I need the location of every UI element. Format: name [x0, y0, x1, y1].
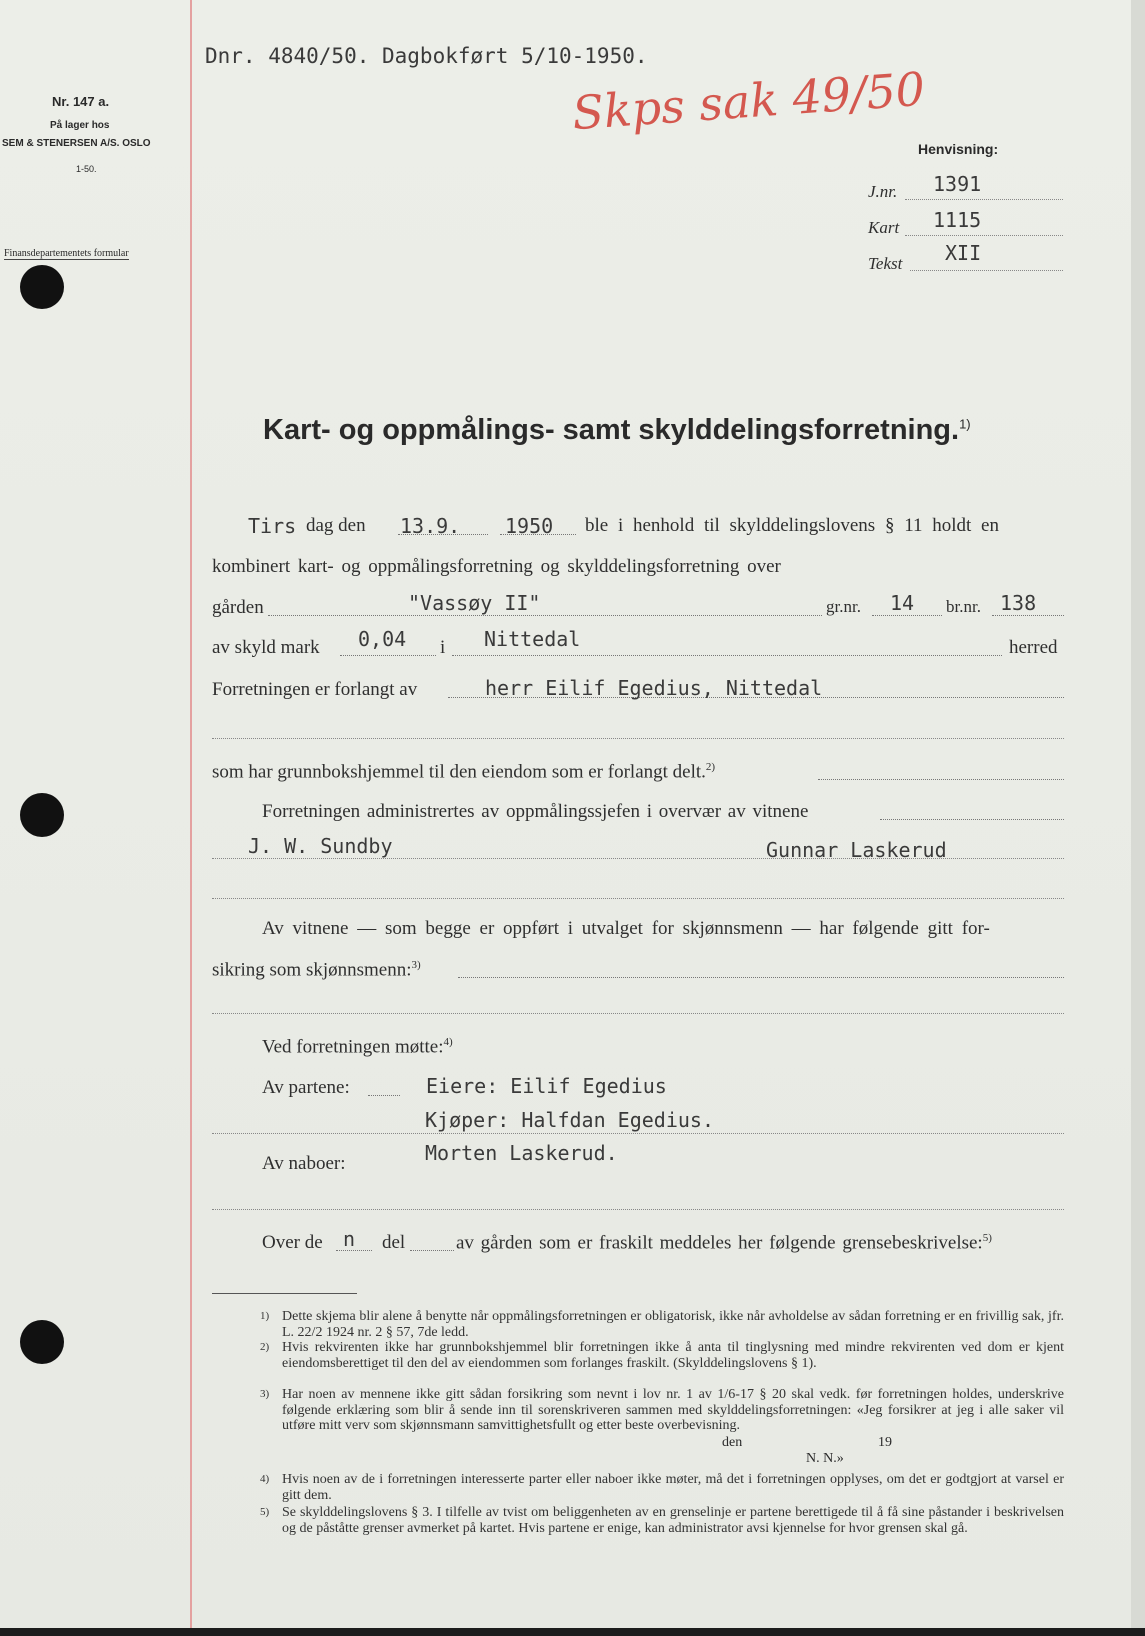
- form-number: Nr. 147 a.: [52, 94, 110, 109]
- neighbours-label: Av naboer:: [262, 1153, 346, 1174]
- footnote-5: Se skylddelingslovens § 3. I tilfelle av tvist om beliggenheten av en grenselinje er partene berettigede til å få sine påstander i beskrivelsen og de påståtte grenser avmerket på kartet. Hvis partene er enige, kan administrator avsi kjennelse for hvor grensen skal gå.: [282, 1505, 1064, 1536]
- footnote-1-number: 1): [260, 1310, 270, 1322]
- stock-line-2: SEM & STENERSEN A/S. OSLO: [2, 138, 151, 149]
- administered-line: Forretningen administrertes av oppmålingssjefen i overvær av vitnene: [262, 801, 809, 822]
- footnote-3: Har noen av mennene ikke gitt sådan forsikring som nevnt i lov nr. 1 av 1/6-17 § 20 skal vedk. før forretningen holdes, underskrive følgende erklæring som blir å sende inn til sorenskriveren sammen med skylddelingsforretningen: «Jeg forsikrer at jeg i alle saker vil utføre mitt verv som skjønnsmann samvittighetsfullt og etter beste overbevisning.: [282, 1387, 1064, 1433]
- herred-label: herred: [1009, 637, 1058, 658]
- footnote-2: Hvis rekvirenten ikke har grunnbokshjemmel blir forretningen ikke å anta til tinglysning med mindre rekvirenten ved dom er kjent eiendomsberettiget til den del av eiendommen som forlanges fraskilt. (Skylddelingslovens § 1).: [282, 1340, 1064, 1371]
- footnote-1: Dette skjema blir alene å benytte når oppmålingsforretningen er obligatorisk, ikke når avholdelse av sådan forretning er en frivillig sak, jfr. L. 22/2 1924 nr. 2 § 57, 7de ledd.: [282, 1309, 1064, 1340]
- jnr-label: J.nr.: [868, 182, 898, 201]
- footnote-4: Hvis noen av de i forretningen interesserte parter eller naboer ikke møter, må det i forretningen opplyses, om det er godtgjort at varsel er gitt dem.: [282, 1472, 1064, 1503]
- parties-value-2: Kjøper: Halfdan Egedius.: [425, 1108, 714, 1132]
- footnote-3-den: den: [722, 1435, 743, 1450]
- reference-heading: Henvisning:: [918, 141, 999, 157]
- footnote-ref-5: 5): [982, 1232, 992, 1244]
- parties-label: Av partene:: [262, 1077, 350, 1098]
- title-holder-line: [212, 761, 715, 783]
- brnr-label: br.nr.: [946, 597, 981, 616]
- witness-2: Gunnar Laskerud: [766, 838, 947, 862]
- footnote-4-number: 4): [260, 1473, 270, 1485]
- over-del: del: [382, 1232, 406, 1253]
- garden-label: gården: [212, 597, 264, 618]
- neighbours-value: Morten Laskerud.: [425, 1141, 618, 1165]
- dnr-line: Dnr. 4840/50. Dagbokført 5/10-1950.: [205, 44, 648, 68]
- i-label: i: [440, 637, 446, 658]
- attended-text: Ved forretningen møtte:: [262, 1036, 444, 1058]
- footnote-ref-2: 2): [705, 761, 716, 773]
- handwritten-case-ref: Skps sak 49/50: [570, 61, 927, 141]
- line1-rest: ble i henhold til skylddelingslovens § 11 holdt en: [585, 515, 999, 536]
- skyld-value: 0,04: [358, 627, 407, 651]
- punch-hole-icon: [20, 265, 64, 309]
- footnote-3-year: 19: [878, 1435, 892, 1450]
- date-value: 13.9.: [400, 514, 461, 538]
- attended-line: [262, 1036, 453, 1058]
- witnesses-line-2: [212, 959, 421, 981]
- punch-hole-icon: [20, 1320, 64, 1364]
- title-footnote-ref: 1): [959, 416, 971, 432]
- page-title: [263, 414, 971, 447]
- witnesses-line-1: Av vitnene — som begge er oppført i utvalget for skjønnsmenn — har følgende gitt for-: [262, 918, 990, 939]
- grnr-label: gr.nr.: [826, 597, 861, 616]
- year-value: 1950: [505, 514, 554, 538]
- requested-by-value: herr Eilif Egedius, Nittedal: [485, 676, 823, 700]
- line2: kombinert kart- og oppmålingsforretning og skylddelingsforretning over: [212, 556, 781, 577]
- footnote-ref-4: 4): [443, 1036, 453, 1048]
- edition: 1-50.: [76, 164, 97, 174]
- witness-1: J. W. Sundby: [248, 834, 393, 858]
- over-value: n: [343, 1227, 356, 1251]
- over-rest: [456, 1232, 992, 1254]
- page-edge: [1131, 0, 1145, 1636]
- brnr-value: 138: [1000, 591, 1037, 615]
- over-label: Over de: [262, 1232, 323, 1253]
- footnote-2-number: 2): [260, 1341, 270, 1353]
- witnesses-line-2-text: sikring som skjønnsmenn:: [212, 959, 412, 981]
- footnote-3-signature: N. N.»: [806, 1451, 844, 1466]
- tekst-label: Tekst: [868, 254, 903, 273]
- kart-value: 1115: [933, 208, 982, 232]
- grnr-value: 14: [890, 591, 915, 615]
- kart-label: Kart: [868, 218, 900, 237]
- margin-rule: [190, 0, 192, 1636]
- over-rest-text: av gården som er fraskilt meddeles her følgende grensebeskrivelse:: [456, 1232, 983, 1254]
- requested-by-label: Forretningen er forlangt av: [212, 679, 418, 700]
- skyld-label: av skyld mark: [212, 637, 320, 658]
- herred-value: Nittedal: [484, 627, 581, 651]
- footnote-5-number: 5): [260, 1506, 270, 1518]
- page-bottom-edge: [0, 1628, 1145, 1636]
- jnr-value: 1391: [933, 172, 982, 196]
- footnote-3-number: 3): [260, 1388, 270, 1400]
- title-text: Kart- og oppmålings- samt skylddelingsforretning.: [263, 414, 960, 446]
- parties-value-1: Eiere: Eilif Egedius: [426, 1074, 667, 1098]
- tekst-value: XII: [945, 241, 982, 265]
- footnote-ref-3: 3): [411, 959, 421, 971]
- garden-value: "Vassøy II": [408, 591, 541, 615]
- day-value: Tirs: [248, 514, 297, 538]
- title-holder-text: som har grunnbokshjemmel til den eiendom som er forlangt delt.: [212, 761, 706, 783]
- day-label: dag den: [306, 515, 366, 536]
- stock-line-1: På lager hos: [50, 120, 110, 131]
- footnote-separator: [212, 1293, 357, 1294]
- ministry-form: Finansdepartementets formular: [4, 248, 129, 259]
- punch-hole-icon: [20, 793, 64, 837]
